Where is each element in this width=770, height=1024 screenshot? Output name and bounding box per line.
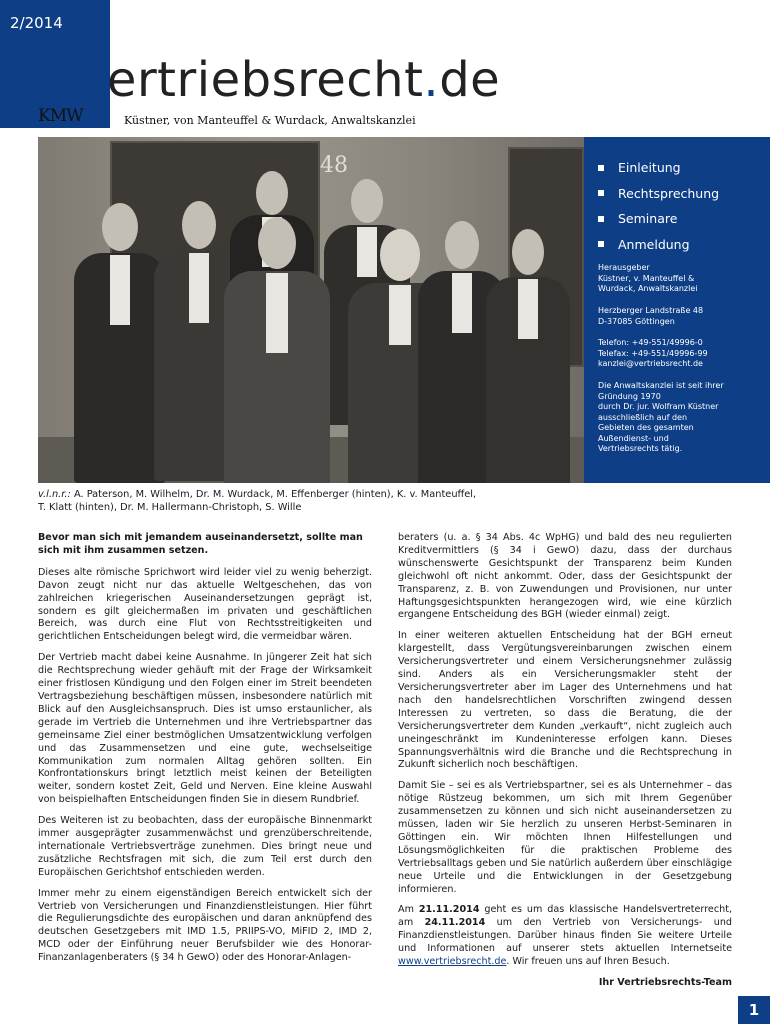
phone-line: Telefon: +49-551/49996-0 — [598, 338, 703, 347]
bullet-icon — [598, 216, 604, 222]
bullet-icon — [598, 241, 604, 247]
article-paragraph: beraters (u. a. § 34 Abs. 4c WpHG) und bald des neu regulierten Kreditvermittlers (§ 34 i GewO) dazu, dass der durchaus wünschenswerte Gesichtspunkt der Transparenz beim Kunden gleichwohl oft nicht ankommt. Oder, dass der Gesichtspunkt der Transparenz, z. B. von Zuwendungen und Provisionen, nur unter Haftungsgesichtspunkten herangezogen wird, wie eine kürzlich ergangene Entscheidung des BGH (wieder einmal) zeigt. — [398, 532, 732, 621]
about-line: Vertriebsrechts tätig. — [598, 444, 683, 453]
sidebar-nav — [598, 155, 719, 257]
masthead-v: v — [78, 52, 107, 108]
caption-line-2: T. Klatt (hinten), Dr. M. Hallermann-Christoph, S. Wille — [38, 502, 302, 513]
website-link[interactable]: www.vertriebsrecht.de — [398, 956, 507, 968]
page-number: 1 — [738, 996, 770, 1024]
about-info — [598, 381, 758, 455]
nav-item-einleitung[interactable] — [598, 155, 719, 181]
bullet-icon — [598, 190, 604, 196]
address-info — [598, 306, 758, 327]
contact-info — [598, 338, 758, 370]
masthead-title — [78, 52, 500, 108]
kmw-logo: KMW — [38, 106, 83, 126]
seminar-date-1: 21.11.2014 — [418, 904, 480, 916]
nav-item-label: Anmeldung — [618, 236, 690, 252]
publisher-line: Wurdack, Anwaltskanzlei — [598, 284, 698, 293]
about-line: Gebieten des gesamten — [598, 423, 694, 432]
seminar-text: um den Vertrieb von Versicherungs- und Finanzdienstleistungen. Darüber hinaus finden Sie weitere Urteile und Informationen auf unserer stets aktuellen Internetseite — [398, 917, 732, 955]
fax-line: Telefax: +49-551/49996-99 — [598, 348, 708, 358]
nav-item-label: Einleitung — [618, 160, 681, 176]
seminar-date-2: 24.11.2014 — [424, 917, 486, 929]
nav-item-label: Seminare — [618, 211, 678, 227]
team-photo — [38, 137, 584, 483]
article-paragraph: Damit Sie – sei es als Vertriebspartner, sei es als Unternehmer – das nötige Rüstzeug bekommen, um sich mit Ihrem Gegenüber zusammensetzen zu können und sich nicht auseinandersetzen zu müssen, laden wir Sie herzlich zu unseren Herbst-Seminaren in Göttingen ein. Wir möchten Ihnen Hilfestellungen und Lösungsmöglichkeiten für die praktischen Probleme des Vertriebsalltags geben und Sie natürlich außerdem über einschlägige neue Urteile und die Entwicklungen in der Gesetzgebung informieren. — [398, 780, 732, 895]
about-line: ausschließlich auf den — [598, 412, 688, 422]
article-column-left — [38, 532, 372, 973]
article-paragraph: Der Vertrieb macht dabei keine Ausnahme. In jüngerer Zeit hat sich die Rechtsprechung wieder gehäuft mit der Frage der Wirksamkeit einer fristlosen Kündigung und den Folgen einer im Streit beendeten Vertragsbeziehung beschäftigen müssen, insbesondere natürlich mit Blick auf den Ausgleichsanspruch. Dies ist umso erstaunlicher, als gerade im Vertrieb die Unternehmen und ihre Vertriebspartner das gemeinsame Ziel einer bestmöglichen Umsatzentwicklung verfolgen und das Zusammensetzen und eine gute, wechselseitige Kommunikation zum normalen Alltag gehören sollten. Ein Konfrontationskurs bringt letztlich meist keinen der Beteiligten weiter, sondern kostet Zeit, Geld und Nerven. Eine kleine Auswahl von beispielhaften Entscheidungen finden Sie in diesem Rundbrief. — [38, 652, 372, 806]
address-line: D-37085 Göttingen — [598, 316, 675, 326]
publisher-line: Herausgeber — [598, 263, 650, 272]
nav-item-anmeldung[interactable] — [598, 232, 719, 258]
email-link[interactable]: kanzlei@vertriebsrecht.de — [598, 359, 703, 368]
nav-item-rechtsprechung[interactable] — [598, 181, 719, 207]
issue-number: 2/2014 — [10, 14, 63, 32]
seminar-paragraph — [398, 904, 732, 969]
masthead-name: ertriebsrecht — [106, 52, 424, 108]
address-line: Herzberger Landstraße 48 — [598, 306, 704, 315]
caption-line-1: A. Paterson, M. Wilhelm, Dr. M. Wurdack, M. Effenberger (hinten), K. v. Manteuffel, — [70, 489, 477, 500]
article-paragraph: Des Weiteren ist zu beobachten, dass der europäische Binnenmarkt immer ausgeprägter zusammenwächst und grenzüberschreitende, internationale Vertriebsverträge zunehmen. Dies bringt neue und zusätzliche Rechtsfragen mit sich, die zum Teil erst durch den Europäischen Gerichtshof entschieden werden. — [38, 815, 372, 878]
about-line: durch Dr. jur. Wolfram Küstner — [598, 402, 719, 411]
article-lead: Bevor man sich mit jemandem auseinandersetzt, sollte man sich mit ihm zusammen setzen. — [38, 532, 363, 556]
firm-name: Küstner, von Manteuffel & Wurdack, Anwaltskanzlei — [124, 114, 416, 127]
seminar-text: geht es um das klassische Handelsvertreterrecht, am — [398, 904, 733, 929]
seminar-text: Am — [398, 904, 419, 916]
article-paragraph: Immer mehr zu einem eigenständigen Bereich entwickelt sich der Vertrieb von Versicherungen und Finanzdienstleistungen. Hier führt die Regulierungsdichte des europäischen und daran anknüpfend des deutschen Gesetzgebers mit IMD 1.5, PRIIPS-VO, MiFID 2, IMD 2, MCD oder der Einführung neuer Berufsbilder wie des Honorar-Finanzanlagenberaters (§ 34 h GewO) oder des Honorar-Anlagen- — [38, 887, 372, 964]
signature: Ihr Vertriebsrechts-Team — [598, 977, 732, 988]
about-line: Außendienst- und — [598, 433, 669, 443]
seminar-text: . Wir freuen uns auf Ihren Besuch. — [506, 956, 670, 968]
sidebar — [584, 137, 770, 483]
bullet-icon — [598, 165, 604, 171]
publisher-line: Küstner, v. Manteuffel & — [598, 273, 695, 283]
house-number: 48 — [320, 153, 348, 178]
publisher-info — [598, 263, 758, 295]
article-paragraph: In einer weiteren aktuellen Entscheidung hat der BGH erneut klargestellt, dass Vergütungsvereinbarungen zwischen einem Versicherungsvertreter und einem Versicherungsnehmer zulässig sind. Anders als ein Versicherungsmakler steht der Versicherungsvertreter aber im Lager des Unternehmens und hat nach den handelsrechtlichen Vorschriften zwingend dessen Interessen zu vertreten, so dass die Beratung, die der Versicherungsvertreter dem Kunden „verkauft“, nicht zugleich auch uneingeschränkt im Kundeninteresse erfolgen kann. Dieses Spannungsverhältnis wird die Branche und die Rechtsprechung in Zukunft sicherlich noch beschäftigen. — [398, 630, 732, 771]
about-line: Gründung 1970 — [598, 391, 661, 401]
masthead-dot: . — [423, 52, 440, 108]
about-line: Die Anwaltskanzlei ist seit ihrer — [598, 381, 724, 390]
photo-caption — [38, 488, 738, 514]
nav-item-seminare[interactable] — [598, 206, 719, 232]
masthead-tld: de — [439, 52, 501, 108]
article-column-right — [398, 532, 732, 998]
nav-item-label: Rechtsprechung — [618, 185, 720, 201]
caption-prefix: v.l.n.r.: — [38, 489, 71, 500]
article-paragraph: Dieses alte römische Sprichwort wird leider viel zu wenig beherzigt. Davon zeugt nicht nur das aktuelle Weltgeschehen, das von zahlreichen kriegerischen Auseinandersetzungen geprägt ist, sondern es gilt gleichermaßen im privaten und geschäftlichen Bereich, was durch eine Flut von Rechtsstreitigkeiten und gerichtlichen Entscheidungen belegt wird, die vermeidbar wären. — [38, 566, 372, 643]
